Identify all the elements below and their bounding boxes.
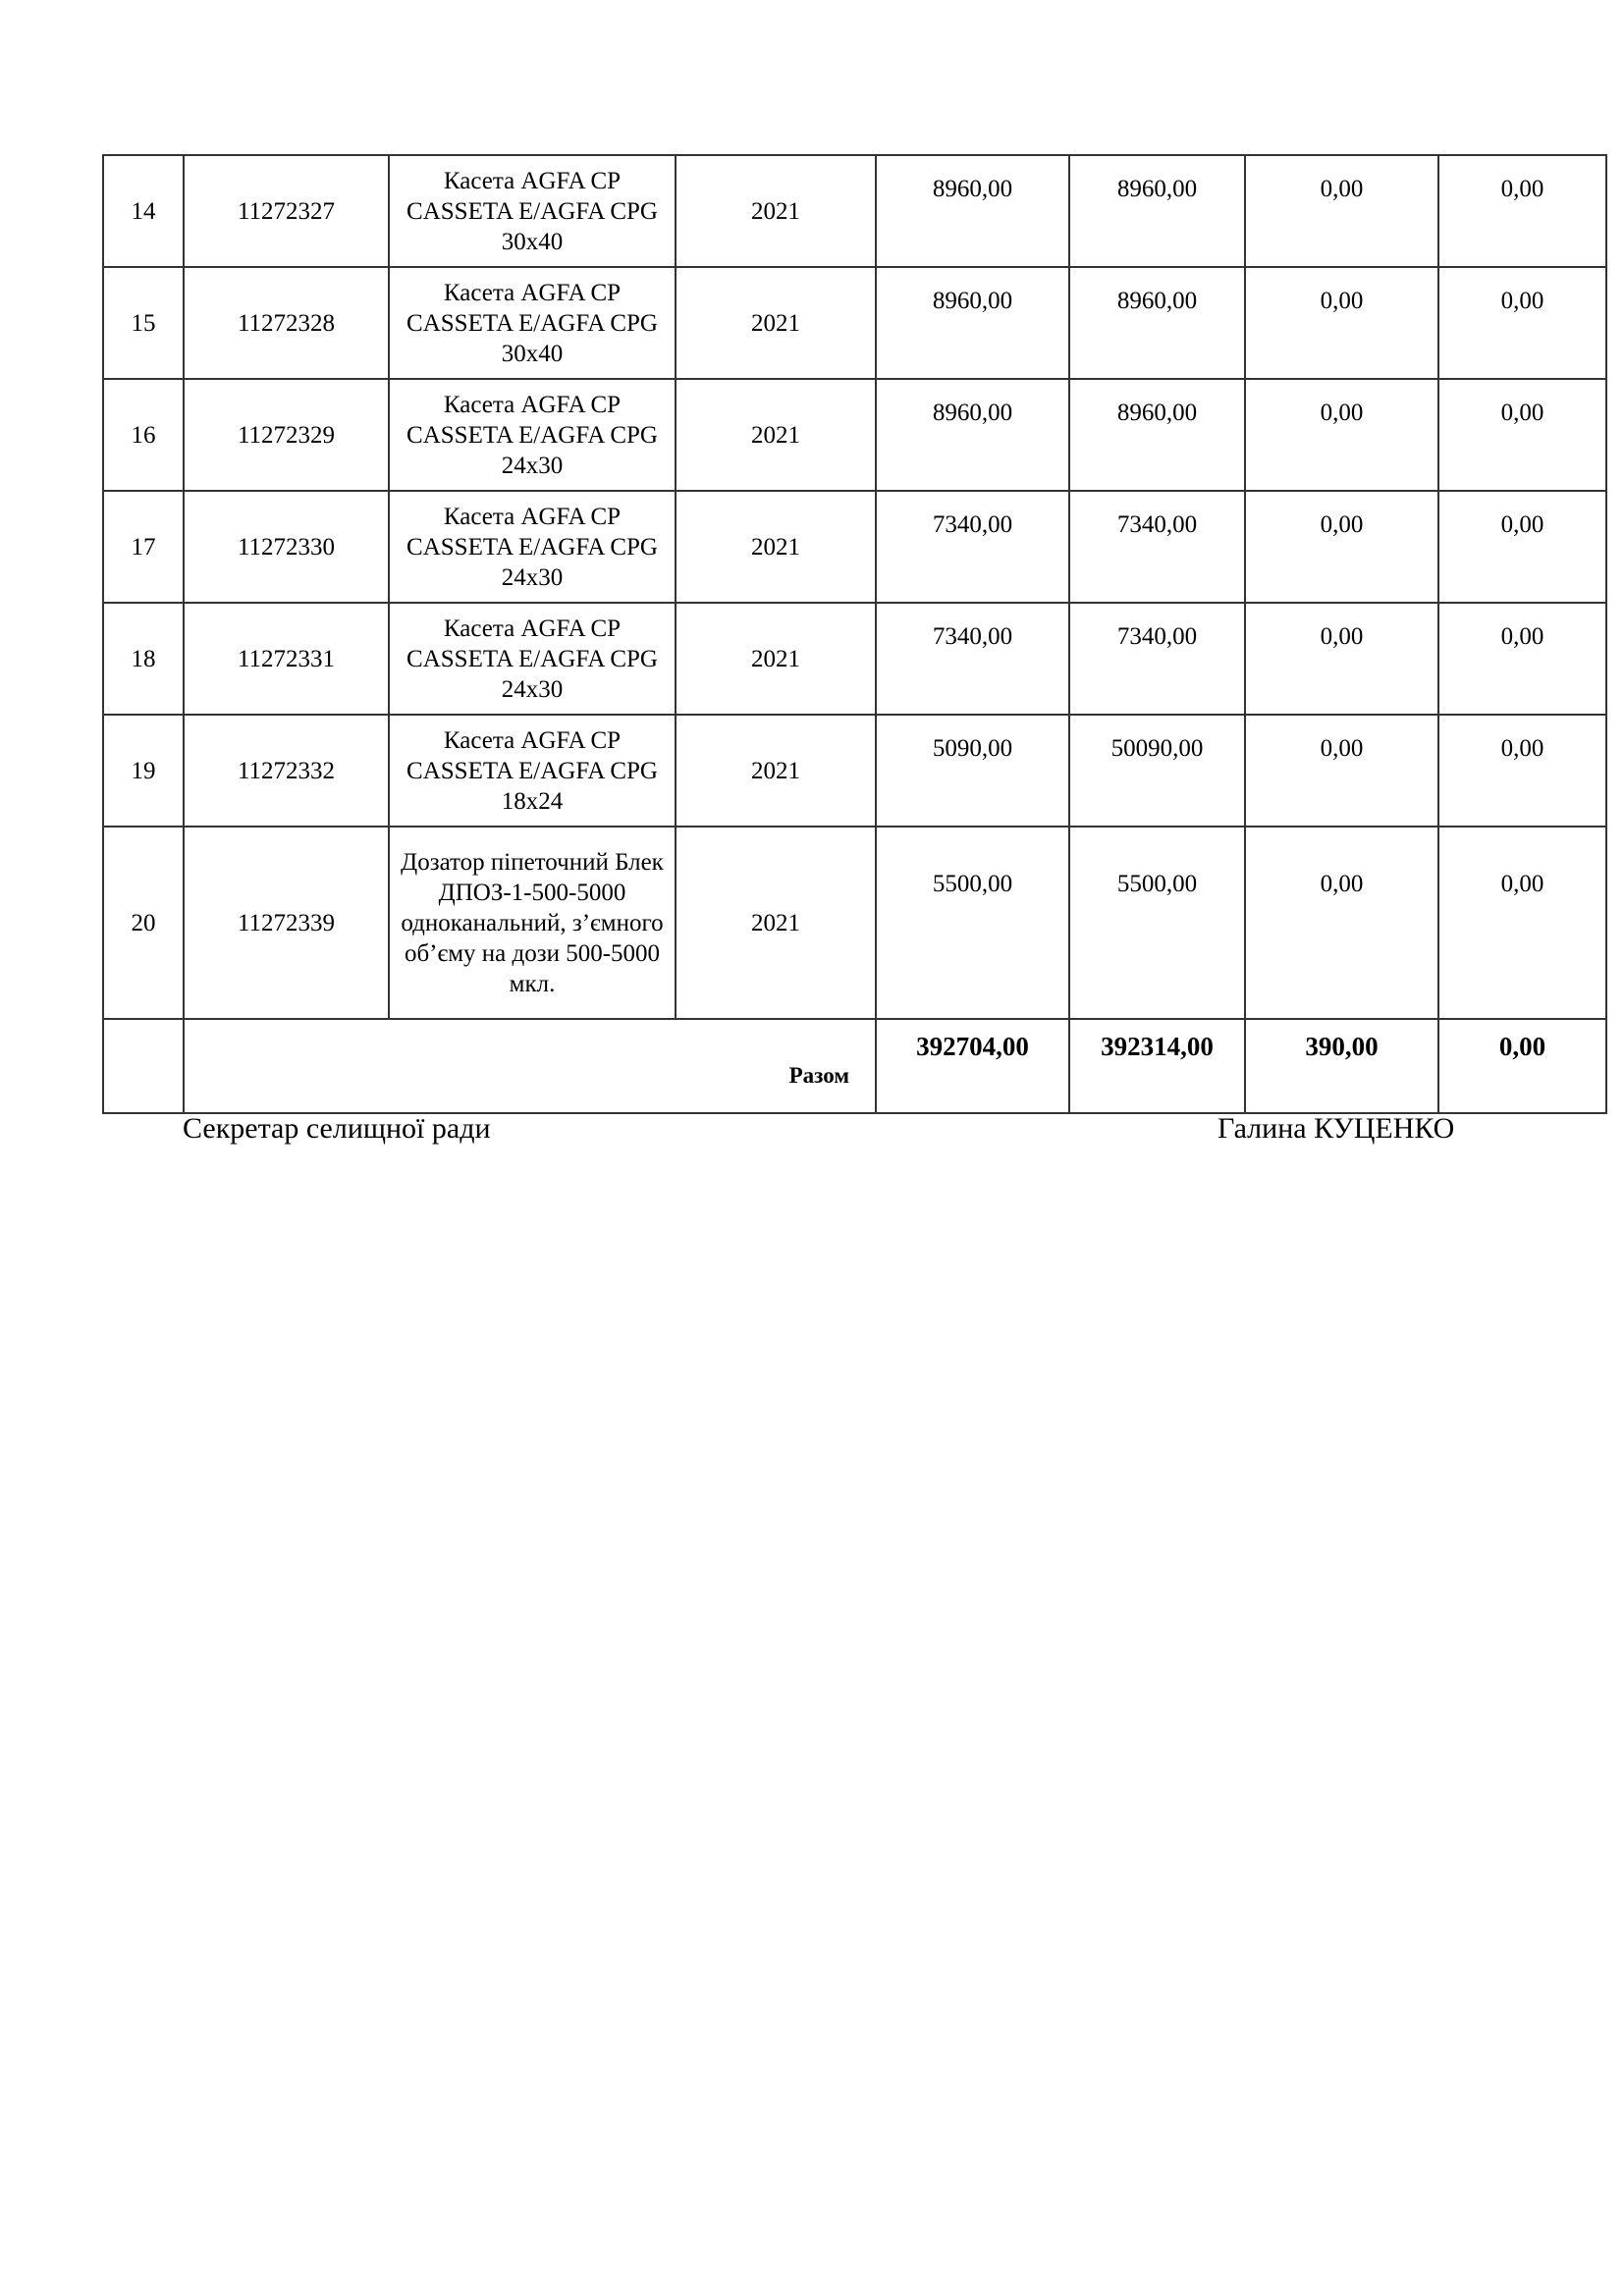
table-row (103, 715, 1606, 827)
cell-item-name: Касета AGFA CP CASSETA E/AGFA CPG 24х30 (389, 379, 676, 491)
cell-value-1: 8960,00 (876, 267, 1069, 379)
cell-inventory-code: 11272327 (184, 155, 389, 267)
cell-year: 2021 (676, 267, 876, 379)
cell-value-3: 0,00 (1245, 379, 1438, 491)
total-label: Разом (184, 1019, 876, 1113)
cell-number: 16 (103, 379, 184, 491)
cell-year: 2021 (676, 155, 876, 267)
cell-item-name: Касета AGFA CP CASSETA E/AGFA CPG 18х24 (389, 715, 676, 827)
cell-value-2: 7340,00 (1069, 603, 1245, 715)
total-empty-cell (103, 1019, 184, 1113)
signature-title: Секретар селищної ради (183, 1112, 491, 1145)
cell-value-1: 7340,00 (876, 491, 1069, 603)
cell-value-4: 0,00 (1438, 491, 1606, 603)
cell-value-2: 5500,00 (1069, 827, 1245, 1019)
cell-item-name: Касета AGFA CP CASSETA E/AGFA CPG 24х30 (389, 491, 676, 603)
cell-value-2: 7340,00 (1069, 491, 1245, 603)
cell-value-2: 50090,00 (1069, 715, 1245, 827)
cell-item-name: Касета AGFA CP CASSETA E/AGFA CPG 30х40 (389, 155, 676, 267)
cell-item-name: Касета AGFA CP CASSETA E/AGFA CPG 30х40 (389, 267, 676, 379)
table-row (103, 267, 1606, 379)
cell-value-2: 8960,00 (1069, 379, 1245, 491)
cell-value-2: 8960,00 (1069, 267, 1245, 379)
cell-year: 2021 (676, 827, 876, 1019)
cell-value-4: 0,00 (1438, 155, 1606, 267)
cell-number: 15 (103, 267, 184, 379)
cell-year: 2021 (676, 603, 876, 715)
cell-value-4: 0,00 (1438, 827, 1606, 1019)
cell-value-1: 7340,00 (876, 603, 1069, 715)
cell-value-4: 0,00 (1438, 379, 1606, 491)
cell-value-3: 0,00 (1245, 715, 1438, 827)
cell-value-3: 0,00 (1245, 267, 1438, 379)
total-value-4: 0,00 (1438, 1019, 1606, 1113)
cell-inventory-code: 11272328 (184, 267, 389, 379)
cell-item-name: Дозатор піпеточний Блек ДПОЗ-1-500-5000 одноканальний, з’ємного об’єму на дози 500-5000 мкл. (389, 827, 676, 1019)
cell-year: 2021 (676, 379, 876, 491)
cell-value-2: 8960,00 (1069, 155, 1245, 267)
table-row (103, 827, 1606, 1019)
cell-number: 14 (103, 155, 184, 267)
cell-item-name: Касета AGFA CP CASSETA E/AGFA CPG 24х30 (389, 603, 676, 715)
cell-value-3: 0,00 (1245, 827, 1438, 1019)
cell-inventory-code: 11272330 (184, 491, 389, 603)
cell-value-4: 0,00 (1438, 603, 1606, 715)
cell-value-3: 0,00 (1245, 155, 1438, 267)
assets-table (102, 154, 1607, 1114)
cell-inventory-code: 11272329 (184, 379, 389, 491)
cell-inventory-code: 11272332 (184, 715, 389, 827)
total-value-1: 392704,00 (876, 1019, 1069, 1113)
cell-inventory-code: 11272331 (184, 603, 389, 715)
cell-value-3: 0,00 (1245, 491, 1438, 603)
cell-value-1: 5500,00 (876, 827, 1069, 1019)
total-row (103, 1019, 1606, 1113)
cell-value-1: 8960,00 (876, 155, 1069, 267)
total-value-3: 390,00 (1245, 1019, 1438, 1113)
table-body (103, 155, 1606, 1113)
cell-year: 2021 (676, 491, 876, 603)
cell-number: 19 (103, 715, 184, 827)
cell-value-4: 0,00 (1438, 267, 1606, 379)
cell-value-1: 5090,00 (876, 715, 1069, 827)
cell-inventory-code: 11272339 (184, 827, 389, 1019)
total-value-2: 392314,00 (1069, 1019, 1245, 1113)
table-row (103, 603, 1606, 715)
cell-number: 17 (103, 491, 184, 603)
table-row (103, 155, 1606, 267)
table-row (103, 379, 1606, 491)
cell-number: 20 (103, 827, 184, 1019)
cell-number: 18 (103, 603, 184, 715)
cell-year: 2021 (676, 715, 876, 827)
cell-value-3: 0,00 (1245, 603, 1438, 715)
cell-value-1: 8960,00 (876, 379, 1069, 491)
table-row (103, 491, 1606, 603)
cell-value-4: 0,00 (1438, 715, 1606, 827)
signature-name: Галина КУЦЕНКО (1218, 1112, 1455, 1145)
